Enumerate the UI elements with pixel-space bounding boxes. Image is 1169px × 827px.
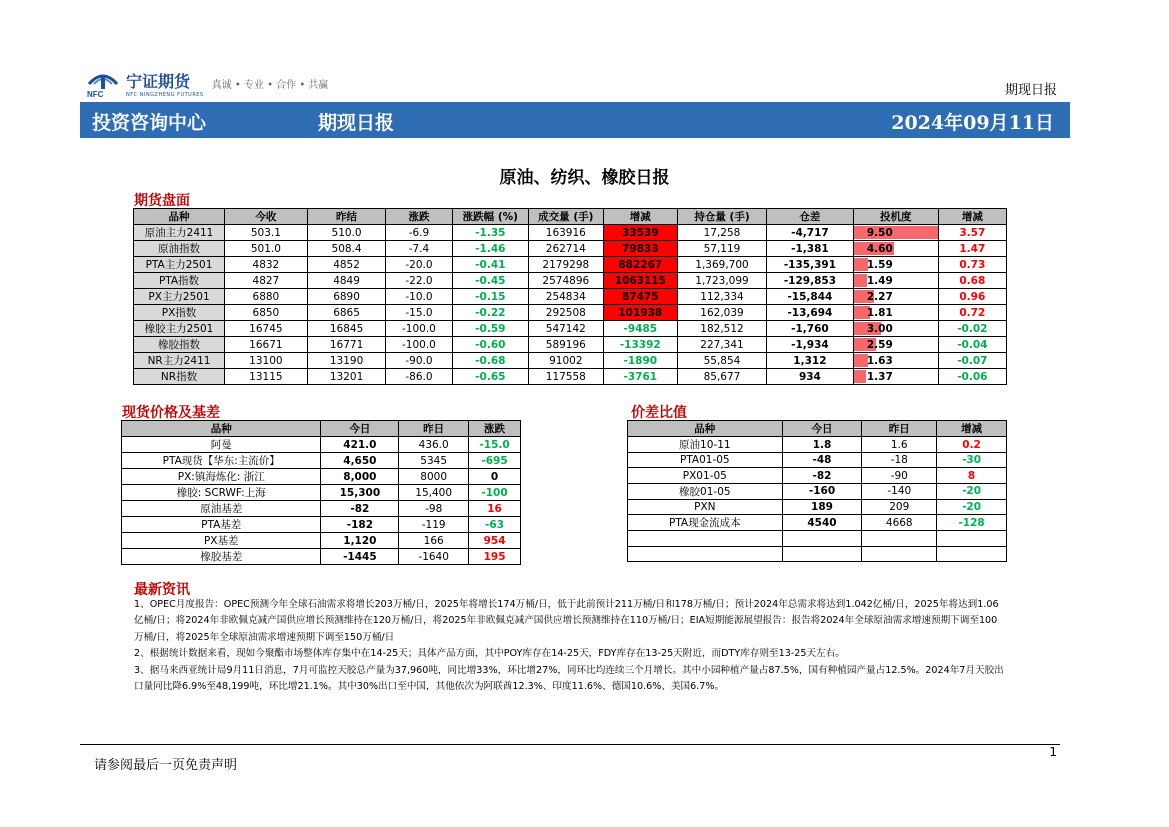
table-row xyxy=(122,453,521,469)
yesterday-cell: -140 xyxy=(862,483,937,499)
column-header: 品种 xyxy=(122,421,321,437)
volume-cell: 117558 xyxy=(529,369,603,385)
table-row xyxy=(628,468,1007,483)
column-header: 投机度 xyxy=(853,209,938,225)
speculation-change-cell: 0.68 xyxy=(938,273,1006,289)
speculation-cell xyxy=(853,337,938,353)
speculation-cell xyxy=(853,257,938,273)
close-cell: 13115 xyxy=(225,369,308,385)
row-name: PTA现金流成本 xyxy=(628,515,783,531)
column-header: 今收 xyxy=(225,209,308,225)
row-name: NR主力2411 xyxy=(134,353,225,369)
speculation-bar xyxy=(854,274,867,287)
row-name xyxy=(628,546,783,561)
volume-change-cell: -13392 xyxy=(603,337,677,353)
row-name: PTA现货【华东:主流价】 xyxy=(122,453,321,469)
speculation-value: 2.27 xyxy=(866,290,893,303)
speculation-bar xyxy=(854,354,868,367)
speculation-cell xyxy=(853,273,938,289)
row-name: PXN xyxy=(628,499,783,514)
table-row xyxy=(628,483,1007,499)
today-cell: -48 xyxy=(782,453,862,468)
column-header: 品种 xyxy=(134,209,225,225)
page-number: 1 xyxy=(1049,745,1057,759)
column-header: 品种 xyxy=(628,421,783,437)
table-row xyxy=(122,469,521,485)
volume-cell: 163916 xyxy=(529,225,603,241)
today-cell: 1,120 xyxy=(321,533,399,549)
footer-divider xyxy=(80,744,1060,745)
change-cell xyxy=(937,531,1007,546)
dept-name: 投资咨询中心 xyxy=(92,112,207,134)
yesterday-cell: 8000 xyxy=(399,469,469,485)
volume-cell: 547142 xyxy=(529,321,603,337)
volume-cell: 254834 xyxy=(529,289,603,305)
change-cell: 195 xyxy=(469,549,521,565)
yesterday-cell: 5345 xyxy=(399,453,469,469)
column-header: 涨跌 xyxy=(386,209,452,225)
news-block xyxy=(134,597,1006,695)
speculation-cell xyxy=(853,321,938,337)
change-cell: -20 xyxy=(937,483,1007,499)
today-cell: 15,300 xyxy=(321,485,399,501)
volume-cell: 292508 xyxy=(529,305,603,321)
table-row xyxy=(134,353,1007,369)
volume-change-cell: -9485 xyxy=(603,321,677,337)
column-header: 增减 xyxy=(603,209,677,225)
column-header: 增减 xyxy=(938,209,1006,225)
today-cell: -160 xyxy=(782,483,862,499)
prev-settle-cell: 13190 xyxy=(307,353,386,369)
table-row xyxy=(628,515,1007,531)
change-cell: -20 xyxy=(937,499,1007,514)
yesterday-cell: 4668 xyxy=(862,515,937,531)
today-cell: 1.8 xyxy=(782,437,862,453)
close-cell: 6850 xyxy=(225,305,308,321)
change-cell: 0.2 xyxy=(937,437,1007,453)
row-name: 原油主力2411 xyxy=(134,225,225,241)
row-name: NR指数 xyxy=(134,369,225,385)
prev-settle-cell: 6890 xyxy=(307,289,386,305)
row-name: 阿曼 xyxy=(122,437,321,453)
column-header: 昨日 xyxy=(399,421,469,437)
oi-change-cell: -15,844 xyxy=(766,289,853,305)
company-logo xyxy=(86,68,328,98)
change-cell xyxy=(937,546,1007,561)
change-pct-cell: -0.15 xyxy=(452,289,529,305)
logo-en-text: NFC NINGZHENG FUTURES xyxy=(126,91,204,98)
open-interest-cell: 85,677 xyxy=(678,369,767,385)
column-header: 今日 xyxy=(321,421,399,437)
speculation-cell xyxy=(853,353,938,369)
slogan: 真诚 • 专业 • 合作 • 共赢 xyxy=(211,79,329,91)
today-cell: -82 xyxy=(782,468,862,483)
volume-cell: 262714 xyxy=(529,241,603,257)
table-row xyxy=(122,437,521,453)
open-interest-cell: 17,258 xyxy=(678,225,767,241)
table-row xyxy=(122,517,521,533)
speculation-bar xyxy=(854,258,868,271)
today-cell xyxy=(782,531,862,546)
close-cell: 6880 xyxy=(225,289,308,305)
column-header: 成交量 (手) xyxy=(529,209,603,225)
open-interest-cell: 1,723,099 xyxy=(678,273,767,289)
open-interest-cell: 162,039 xyxy=(678,305,767,321)
yesterday-cell: -90 xyxy=(862,468,937,483)
prev-settle-cell: 508.4 xyxy=(307,241,386,257)
logo-text: 宁证期货 xyxy=(126,71,191,91)
logo-emblem-icon xyxy=(86,68,120,98)
open-interest-cell: 55,854 xyxy=(678,353,767,369)
change-cell: -7.4 xyxy=(386,241,452,257)
spread-section-title: 价差比值 xyxy=(631,405,687,421)
change-cell: -100 xyxy=(469,485,521,501)
change-cell: -30 xyxy=(937,453,1007,468)
prev-settle-cell: 16771 xyxy=(307,337,386,353)
oi-change-cell: -1,934 xyxy=(766,337,853,353)
speculation-value: 9.50 xyxy=(866,226,893,239)
close-cell: 16745 xyxy=(225,321,308,337)
volume-change-cell: -1890 xyxy=(603,353,677,369)
today-cell: 189 xyxy=(782,499,862,514)
oi-change-cell: -1,381 xyxy=(766,241,853,257)
row-name: PX:镇海炼化: 浙江 xyxy=(122,469,321,485)
table-row xyxy=(134,337,1007,353)
speculation-cell xyxy=(853,289,938,305)
speculation-value: 1.37 xyxy=(866,370,893,383)
header-bar xyxy=(80,102,1070,138)
speculation-cell xyxy=(853,241,938,257)
prev-settle-cell: 510.0 xyxy=(307,225,386,241)
row-name: 橡胶指数 xyxy=(134,337,225,353)
today-cell xyxy=(782,546,862,561)
change-pct-cell: -0.65 xyxy=(452,369,529,385)
futures-table xyxy=(133,208,1007,385)
table-row xyxy=(122,485,521,501)
volume-change-cell: -3761 xyxy=(603,369,677,385)
speculation-change-cell: -0.04 xyxy=(938,337,1006,353)
row-name: PTA指数 xyxy=(134,273,225,289)
table-row xyxy=(122,501,521,517)
news-item-3: 3、据马来西亚统计局9月11日消息，7月可监控天胶总产量为37,960吨，同比增33%，环比增27%，同环比均连续三个月增长。其中小园种植产量占87.5%，国有种植园产量占12.5%。2024年7月天胶出口量同比降6.9%至48,199吨，环比增21.1%。其中30%出口至中国，其他依次为阿联酋12.3%、印度11.6%、德国10.6%、美国6.7%。 xyxy=(134,664,1004,693)
row-name: PX01-05 xyxy=(628,468,783,483)
row-name xyxy=(628,531,783,546)
change-cell: -100.0 xyxy=(386,337,452,353)
table-row xyxy=(134,273,1007,289)
change-cell: -90.0 xyxy=(386,353,452,369)
speculation-cell xyxy=(853,305,938,321)
doc-type: 期现日报 xyxy=(1004,83,1057,98)
column-header: 涨跌 xyxy=(469,421,521,437)
close-cell: 4827 xyxy=(225,273,308,289)
close-cell: 503.1 xyxy=(225,225,308,241)
table-row xyxy=(628,499,1007,514)
speculation-change-cell: 0.96 xyxy=(938,289,1006,305)
speculation-value: 1.81 xyxy=(866,306,893,319)
oi-change-cell: -135,391 xyxy=(766,257,853,273)
table-row xyxy=(628,453,1007,468)
prev-settle-cell: 13201 xyxy=(307,369,386,385)
table-row xyxy=(134,257,1007,273)
yesterday-cell: -18 xyxy=(862,453,937,468)
change-cell: -22.0 xyxy=(386,273,452,289)
speculation-change-cell: 0.73 xyxy=(938,257,1006,273)
speculation-change-cell: -0.02 xyxy=(938,321,1006,337)
row-name: 橡胶01-05 xyxy=(628,483,783,499)
volume-change-cell: 87475 xyxy=(603,289,677,305)
oi-change-cell: -4,717 xyxy=(766,225,853,241)
change-cell: -63 xyxy=(469,517,521,533)
speculation-change-cell: 1.47 xyxy=(938,241,1006,257)
report-date: 2024年09月11日 xyxy=(891,112,1054,134)
speculation-value: 1.49 xyxy=(866,274,893,287)
row-name: 橡胶: SCRWF:上海 xyxy=(122,485,321,501)
speculation-cell xyxy=(853,369,938,385)
change-pct-cell: -1.46 xyxy=(452,241,529,257)
volume-cell: 589196 xyxy=(529,337,603,353)
open-interest-cell: 182,512 xyxy=(678,321,767,337)
change-pct-cell: -0.41 xyxy=(452,257,529,273)
change-cell: -695 xyxy=(469,453,521,469)
prev-settle-cell: 16845 xyxy=(307,321,386,337)
today-cell: -1445 xyxy=(321,549,399,565)
yesterday-cell: 166 xyxy=(399,533,469,549)
oi-change-cell: -129,853 xyxy=(766,273,853,289)
yesterday-cell: 209 xyxy=(862,499,937,514)
spot-table xyxy=(121,420,521,565)
news-item-1: 1、OPEC月度报告：OPEC预测今年全球石油需求将增长203万桶/日，2025年将增长174万桶/日，低于此前预计211万桶/日和178万桶/日；预计2024年总需求将达到1.042亿桶/日，2025年将达到1.06亿桶/日；将2024年非欧佩克减产国供应增长预测维持在120万桶/日，将2025年非欧佩克减产国供应增长预测维持在110万桶/日；EIA短期能源展望报告：报告将2024年全球原油需求增速预期下调至100万桶/日，将2025年全球原油需求增速预期下调至150万桶/日 xyxy=(134,599,999,643)
row-name: 橡胶基差 xyxy=(122,549,321,565)
row-name: 原油指数 xyxy=(134,241,225,257)
table-row xyxy=(628,437,1007,453)
change-cell: 0 xyxy=(469,469,521,485)
today-cell: -82 xyxy=(321,501,399,517)
oi-change-cell: 934 xyxy=(766,369,853,385)
table-row xyxy=(134,305,1007,321)
volume-change-cell: 33539 xyxy=(603,225,677,241)
speculation-change-cell: 3.57 xyxy=(938,225,1006,241)
column-header: 今日 xyxy=(782,421,862,437)
change-cell: -15.0 xyxy=(469,437,521,453)
open-interest-cell: 57,119 xyxy=(678,241,767,257)
row-name: PTA主力2501 xyxy=(134,257,225,273)
close-cell: 16671 xyxy=(225,337,308,353)
row-name: 原油基差 xyxy=(122,501,321,517)
speculation-value: 2.59 xyxy=(866,338,893,351)
spread-table xyxy=(627,420,1007,562)
oi-change-cell: -1,760 xyxy=(766,321,853,337)
row-name: PTA基差 xyxy=(122,517,321,533)
row-name: 橡胶主力2501 xyxy=(134,321,225,337)
change-pct-cell: -0.45 xyxy=(452,273,529,289)
volume-cell: 2179298 xyxy=(529,257,603,273)
change-cell: -128 xyxy=(937,515,1007,531)
table-row xyxy=(628,531,1007,546)
volume-cell: 91002 xyxy=(529,353,603,369)
column-header: 持仓量 (手) xyxy=(678,209,767,225)
row-name: PX指数 xyxy=(134,305,225,321)
today-cell: 8,000 xyxy=(321,469,399,485)
change-cell: -20.0 xyxy=(386,257,452,273)
today-cell: -182 xyxy=(321,517,399,533)
open-interest-cell: 1,369,700 xyxy=(678,257,767,273)
row-name: PX基差 xyxy=(122,533,321,549)
svg-text:NFC: NFC xyxy=(87,90,104,98)
change-pct-cell: -1.35 xyxy=(452,225,529,241)
volume-change-cell: 79833 xyxy=(603,241,677,257)
column-header: 仓差 xyxy=(766,209,853,225)
yesterday-cell xyxy=(862,546,937,561)
disclaimer-text: 请参阅最后一页免责声明 xyxy=(94,758,238,773)
open-interest-cell: 227,341 xyxy=(678,337,767,353)
news-section-title: 最新资讯 xyxy=(134,582,190,598)
oi-change-cell: 1,312 xyxy=(766,353,853,369)
yesterday-cell: 1.6 xyxy=(862,437,937,453)
speculation-change-cell: -0.06 xyxy=(938,369,1006,385)
speculation-value: 4.60 xyxy=(866,242,893,255)
column-header: 昨结 xyxy=(307,209,386,225)
speculation-change-cell: -0.07 xyxy=(938,353,1006,369)
row-name: PTA01-05 xyxy=(628,453,783,468)
close-cell: 4832 xyxy=(225,257,308,273)
change-cell: -86.0 xyxy=(386,369,452,385)
today-cell: 4,650 xyxy=(321,453,399,469)
yesterday-cell: -1640 xyxy=(399,549,469,565)
volume-change-cell: 1063115 xyxy=(603,273,677,289)
speculation-bar xyxy=(854,370,866,383)
change-pct-cell: -0.60 xyxy=(452,337,529,353)
speculation-value: 3.00 xyxy=(866,322,893,335)
open-interest-cell: 112,334 xyxy=(678,289,767,305)
futures-section-title: 期货盘面 xyxy=(134,193,190,209)
speculation-value: 1.59 xyxy=(866,258,893,271)
column-header: 增减 xyxy=(937,421,1007,437)
table-row xyxy=(134,225,1007,241)
change-pct-cell: -0.22 xyxy=(452,305,529,321)
yesterday-cell xyxy=(862,531,937,546)
today-cell: 4540 xyxy=(782,515,862,531)
yesterday-cell: -119 xyxy=(399,517,469,533)
table-row xyxy=(122,549,521,565)
table-row xyxy=(134,321,1007,337)
table-row xyxy=(134,241,1007,257)
speculation-value: 1.63 xyxy=(866,354,893,367)
page-title: 原油、纺织、橡胶日报 xyxy=(499,168,670,188)
prev-settle-cell: 6865 xyxy=(307,305,386,321)
prev-settle-cell: 4852 xyxy=(307,257,386,273)
yesterday-cell: 15,400 xyxy=(399,485,469,501)
yesterday-cell: 436.0 xyxy=(399,437,469,453)
volume-change-cell: 101938 xyxy=(603,305,677,321)
spot-section-title: 现货价格及基差 xyxy=(122,405,220,421)
table-row xyxy=(628,546,1007,561)
column-header: 涨跌幅 (%) xyxy=(452,209,529,225)
row-name: 原油10-11 xyxy=(628,437,783,453)
change-cell: -100.0 xyxy=(386,321,452,337)
change-pct-cell: -0.68 xyxy=(452,353,529,369)
row-name: PX主力2501 xyxy=(134,289,225,305)
change-cell: -15.0 xyxy=(386,305,452,321)
volume-cell: 2574896 xyxy=(529,273,603,289)
yesterday-cell: -98 xyxy=(399,501,469,517)
speculation-change-cell: 0.72 xyxy=(938,305,1006,321)
volume-change-cell: 882267 xyxy=(603,257,677,273)
report-name: 期现日报 xyxy=(318,112,395,134)
table-row xyxy=(134,369,1007,385)
change-cell: -10.0 xyxy=(386,289,452,305)
news-item-2: 2、根据统计数据来看，现如今聚酯市场整体库存集中在14-25天；具体产品方面，其中POY库存在14-25天，FDY库存在13-25天附近，而DTY库存则至13-25天左右。 xyxy=(134,648,845,660)
today-cell: 421.0 xyxy=(321,437,399,453)
change-pct-cell: -0.59 xyxy=(452,321,529,337)
table-row xyxy=(134,289,1007,305)
change-cell: 8 xyxy=(937,468,1007,483)
close-cell: 13100 xyxy=(225,353,308,369)
column-header: 昨日 xyxy=(862,421,937,437)
table-row xyxy=(122,533,521,549)
change-cell: 954 xyxy=(469,533,521,549)
prev-settle-cell: 4849 xyxy=(307,273,386,289)
change-cell: 16 xyxy=(469,501,521,517)
close-cell: 501.0 xyxy=(225,241,308,257)
change-cell: -6.9 xyxy=(386,225,452,241)
oi-change-cell: -13,694 xyxy=(766,305,853,321)
speculation-cell xyxy=(853,225,938,241)
